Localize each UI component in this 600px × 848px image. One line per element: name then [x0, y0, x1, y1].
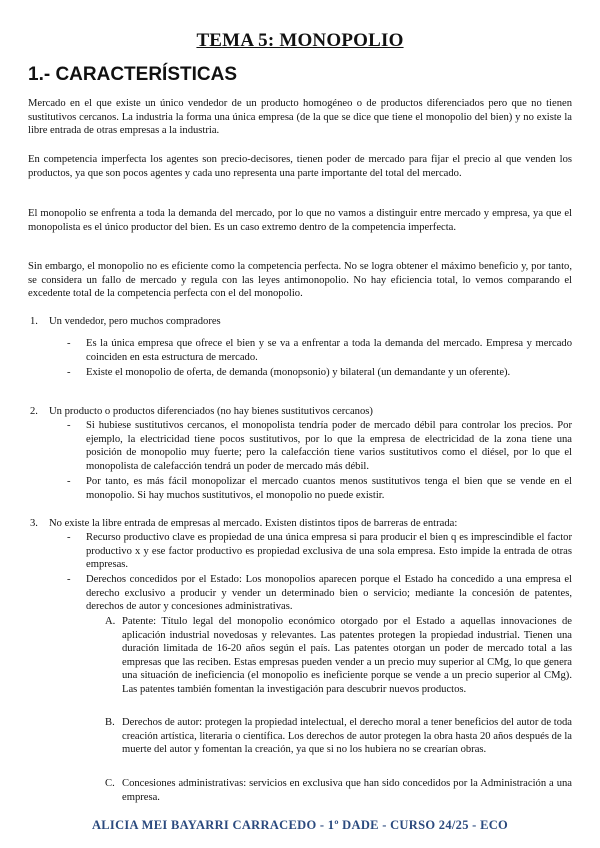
bullet-3-1: Recurso productivo clave es propiedad de una única empresa si para producir el bien q es imprescindible el factor productivo x y ese factor productivo es propiedad exclusiva de una sola empresa. Esto impide la entrada de otras empresas. — [86, 532, 572, 571]
bullet-2-1: Si hubiese sustitutivos cercanos, el monopolista tendría poder de mercado débil para controlar los precios. Por ejemplo, la electricidad tiene pocos sustitutivos, por lo que la empresa de electricidad de la zona tiene una posición de monopolio muy fuerte; pero la calefacción tiene varios sustitutivos como el diésel, por lo que el monopolista de calefacción tendrá un poder de mercado más débil. — [86, 420, 572, 472]
intro-paragraph-2: En competencia imperfecta los agentes son precio-decisores, tienen poder de mercado para fijar el precio al que venden los productos, ya que son pocos agentes y cada uno representa una parte importante del total del mercado. — [28, 154, 572, 179]
dash-marker: - — [67, 476, 71, 487]
intro-paragraph-1: Mercado en el que existe un único vendedor de un producto homogéneo o de productos diferenciados pero que no tienen sustitutivos cercanos. La industria la forma una única empresa (de la que se dice que tiene el monopolio del bien) y no existe la libre entrada de otras empresas a la industria. — [28, 98, 572, 137]
page-footer: ALICIA MEI BAYARRI CARRACEDO - 1º DADE - CURSO 24/25 - ECO — [91, 818, 509, 832]
subitem-marker-a: A. — [105, 616, 116, 627]
dash-marker: - — [67, 574, 71, 585]
list-marker-1: 1. — [30, 316, 38, 327]
bullet-3-2: Derechos concedidos por el Estado: Los monopolios aparecen porque el Estado ha concedido a una empresa el derecho exclusivo a producir y vender un determinado bien o servicio; mediante la concesión de patentes, derechos de autor y concesiones administrativas. — [86, 574, 572, 613]
dash-marker: - — [67, 367, 71, 378]
bullet-1-2: Existe el monopolio de oferta, de demanda (monopsonio) y bilateral (un demandante y un oferente). — [86, 367, 511, 378]
list-item-2: Un producto o productos diferenciados (no hay bienes sustitutivos cercanos) — [49, 406, 373, 417]
subitem-marker-c: C. — [105, 778, 115, 789]
intro-paragraph-4: Sin embargo, el monopolio no es eficiente como la competencia perfecta. No se logra obtener el máximo beneficio y, por tanto, se considera un fallo de mercado y regula con las leyes antimonopolio. No hay eficiencia total, lo vemos comparando el excedente total de la competencia perfecta con el del monopolio. — [28, 261, 572, 300]
subitem-concesiones: Concesiones administrativas: servicios en exclusiva que han sido concedidos por la Administración a una empresa. — [122, 778, 572, 803]
subitem-marker-b: B. — [105, 717, 115, 728]
bullet-1-1: Es la única empresa que ofrece el bien y se va a enfrentar a toda la demanda del mercado. Empresa y mercado coinciden en esta estructura de mercado. — [86, 338, 572, 363]
section-heading: 1.- CARACTERÍSTICAS — [28, 64, 238, 85]
document-title: TEMA 5: MONOPOLIO — [196, 30, 404, 51]
subitem-derechos-autor: Derechos de autor: protegen la propiedad intelectual, el derecho moral a tener beneficios del autor de toda creación artística, literaria o científica. Los derechos de autor protegen la obra hasta 20 años después de la muerte del autor y fomentan la creación, ya que si no los hubiera no se crearían obras. — [122, 717, 572, 756]
intro-paragraph-3: El monopolio se enfrenta a toda la demanda del mercado, por lo que no vamos a distinguir entre mercado y empresa, ya que el monopolista es el único productor del bien. Es un caso extremo dentro de la competencia imperfecta. — [28, 208, 572, 233]
subitem-patente: Patente: Título legal del monopolio económico otorgado por el Estado a aquellas innovaciones de aplicación industrial novedosas y relevantes. Las patentes protegen la propiedad industrial. Tienen una duración limitada de 16-20 años según el país. Las patentes otorgan un poder de mercado total a las empresas que las reciben. Estas empresas pueden vender a un precio muy superior al CMg, lo que genera una situación de ineficiencia (el monopolio es ineficiente porque se vende a un precio superior al CMg). Las patentes también fomentan la investigación para descubrir nuevos productos. — [122, 616, 572, 695]
dash-marker: - — [67, 338, 71, 349]
list-marker-2: 2. — [30, 406, 38, 417]
dash-marker: - — [67, 420, 71, 431]
list-marker-3: 3. — [30, 518, 38, 529]
list-item-1: Un vendedor, pero muchos compradores — [49, 316, 221, 327]
list-item-3: No existe la libre entrada de empresas al mercado. Existen distintos tipos de barreras de entrada: — [49, 518, 458, 529]
bullet-2-2: Por tanto, es más fácil monopolizar el mercado cuantos menos sustitutivos tenga el bien que se vende en el monopolio. Si hay muchos sustitutivos, el monopolio no puede existir. — [86, 476, 572, 501]
dash-marker: - — [67, 532, 71, 543]
